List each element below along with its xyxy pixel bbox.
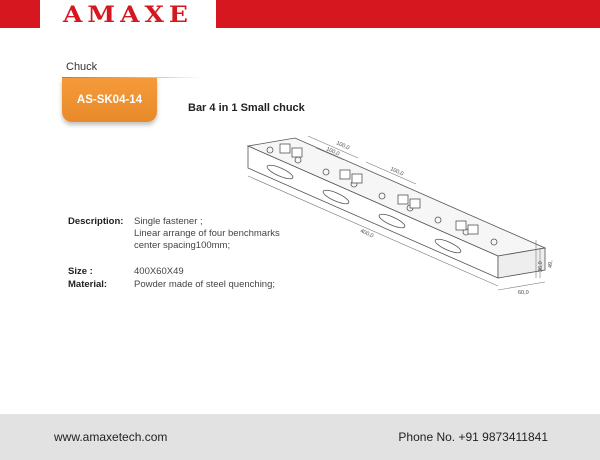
product-title: Bar 4 in 1 Small chuck [188,102,305,114]
category-label: Chuck [66,61,98,73]
dim-spacing-1: 100,0 [335,140,351,152]
header-bar [0,0,600,28]
dim-total-height: 49, [548,260,554,268]
footer [0,414,600,460]
brand-logo[interactable] [40,0,216,28]
size-value: 400X60X49 [134,266,184,277]
phone-number: Phone No. +91 9873411841 [398,430,548,444]
description-label: Description: [68,216,124,227]
description-line-3: center spacing100mm; [134,240,231,251]
product-drawing [240,128,560,308]
dim-length: 400,0 [359,228,375,240]
material-value: Powder made of steel quenching; [134,279,276,290]
website-link[interactable]: www.amaxetech.com [54,430,168,444]
dim-spacing-3: 100,0 [325,146,341,158]
description-line-1: Single fastener ; [134,216,203,227]
material-label: Material: [68,279,108,290]
model-number: AS-SK04-14 [76,94,143,106]
dim-width: 60,0 [518,290,529,296]
dim-height: 36,0 [538,261,544,272]
dim-spacing-2: 100,0 [389,166,405,178]
size-label: Size : [68,266,93,277]
description-line-2: Linear arrange of four benchmarks [134,228,280,239]
brand-name: AMAXE [63,0,193,28]
model-badge [62,78,157,122]
